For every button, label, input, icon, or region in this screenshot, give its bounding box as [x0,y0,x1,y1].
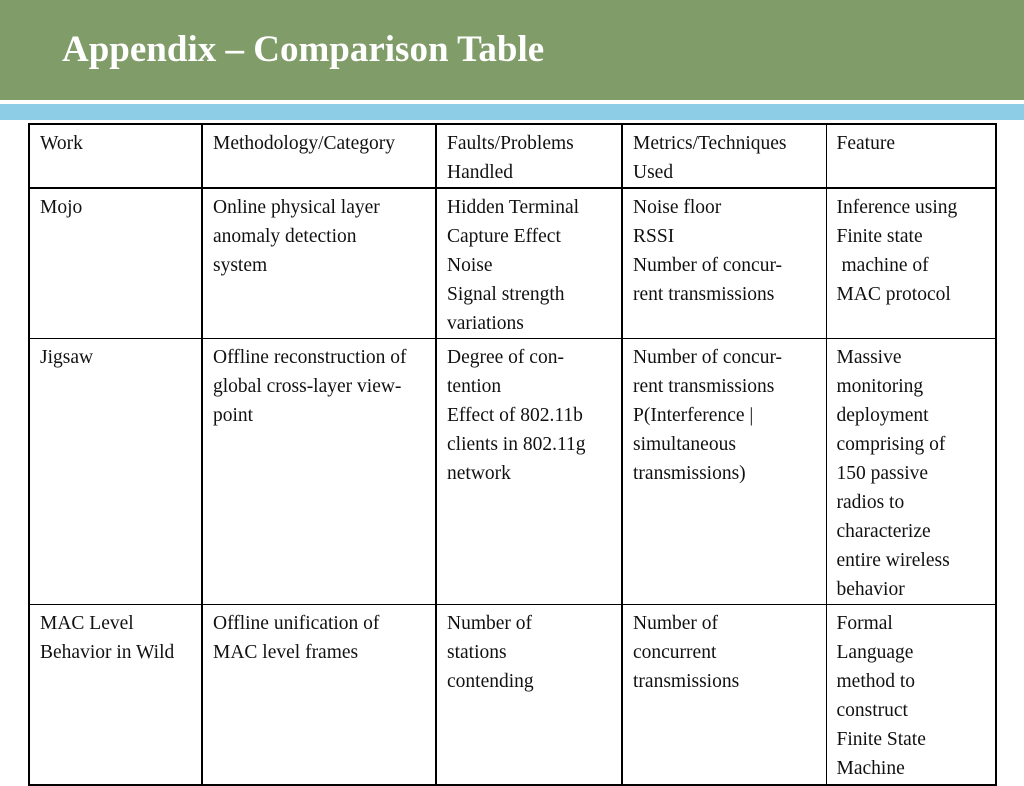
comparison-table [28,123,997,786]
cell-line: Signal strength [447,284,565,305]
cell-line: anomaly detection [213,226,357,247]
cell-line: Jigsaw [40,347,94,368]
cell-line: method to [836,671,916,692]
cell-line: Degree of con- [447,347,564,368]
cell-faults [436,188,622,339]
header-text: Feature [836,133,895,154]
cell-feature [826,605,996,785]
cell-metrics [622,605,826,785]
cell-work [29,339,202,605]
header-cell-work [29,124,202,188]
cell-line: Capture Effect [447,226,561,247]
cell-line: Hidden Terminal [447,197,580,218]
cell-line: Effect of 802.11b [447,405,583,426]
header-text: Work [40,133,83,154]
table-row [29,339,996,605]
cell-line: Noise floor [633,197,722,218]
cell-line: behavior [836,579,905,600]
cell-line: simultaneous [633,434,736,455]
header-cell-feature [826,124,996,188]
cell-line: Language [836,642,914,663]
cell-line: Offline unification of [213,613,380,634]
cell-line: Massive [836,347,902,368]
cell-line: MAC Level [40,613,134,634]
cell-work [29,188,202,339]
cell-line: radios to [836,492,905,513]
cell-line: deployment [836,405,929,426]
cell-line: variations [447,313,524,334]
cell-line: Formal [836,613,893,634]
cell-line: clients in 802.11g [447,434,586,455]
cell-feature [826,188,996,339]
cell-line: transmissions) [633,463,746,484]
cell-line: monitoring [836,376,924,397]
cell-line: Noise [447,255,493,276]
cell-line: stations [447,642,507,663]
cell-line: comprising of [836,434,946,455]
cell-line: construct [836,700,908,721]
cell-line: concurrent [633,642,717,663]
cell-line: Machine [836,758,905,779]
cell-line: Online physical layer [213,197,380,218]
cell-line: Offline reconstruction of [213,347,407,368]
cell-faults [436,605,622,785]
header-text: Faults/Problems [447,133,574,154]
cell-line: point [213,405,254,426]
cell-line: MAC level frames [213,642,359,663]
cell-line: rent transmissions [633,376,775,397]
header-cell-faults [436,124,622,188]
slide-title: Appendix – Comparison Table [62,29,545,70]
cell-line: machine of [841,255,929,276]
divider-blue [0,104,1024,120]
cell-work [29,605,202,785]
cell-line: Number of concur- [633,347,783,368]
header-cell-methodology [202,124,436,188]
cell-line: entire wireless [836,550,950,571]
header-text: Handled [447,162,514,183]
cell-methodology [202,605,436,785]
cell-line: Number of [447,613,533,634]
header-text: Methodology/Category [213,133,395,154]
cell-line: global cross-layer view- [213,376,402,397]
cell-line: rent transmissions [633,284,775,305]
cell-line: transmissions [633,671,740,692]
cell-line: Number of [633,613,719,634]
cell-line: Mojo [40,197,83,218]
cell-line: network [447,463,511,484]
cell-line: system [213,255,268,276]
table-header-row [29,124,996,188]
cell-line: Inference using [836,197,958,218]
cell-line: Finite State [836,729,926,750]
cell-faults [436,339,622,605]
cell-line: tention [447,376,502,397]
cell-line: RSSI [633,226,675,247]
table-row [29,605,996,785]
cell-line: Behavior in Wild [40,642,175,663]
cell-metrics [622,188,826,339]
cell-line: MAC protocol [836,284,951,305]
header-cell-metrics [622,124,826,188]
cell-line: contending [447,671,534,692]
cell-metrics [622,339,826,605]
header-text: Metrics/Techniques [633,133,787,154]
cell-methodology [202,188,436,339]
cell-line: Number of concur- [633,255,783,276]
cell-feature [826,339,996,605]
cell-line: Finite state [836,226,923,247]
table-row [29,188,996,339]
cell-line: 150 passive [836,463,929,484]
title-bar [0,0,1024,100]
cell-line: P(Interference | [633,405,754,426]
cell-line: characterize [836,521,931,542]
cell-methodology [202,339,436,605]
header-text: Used [633,162,674,183]
